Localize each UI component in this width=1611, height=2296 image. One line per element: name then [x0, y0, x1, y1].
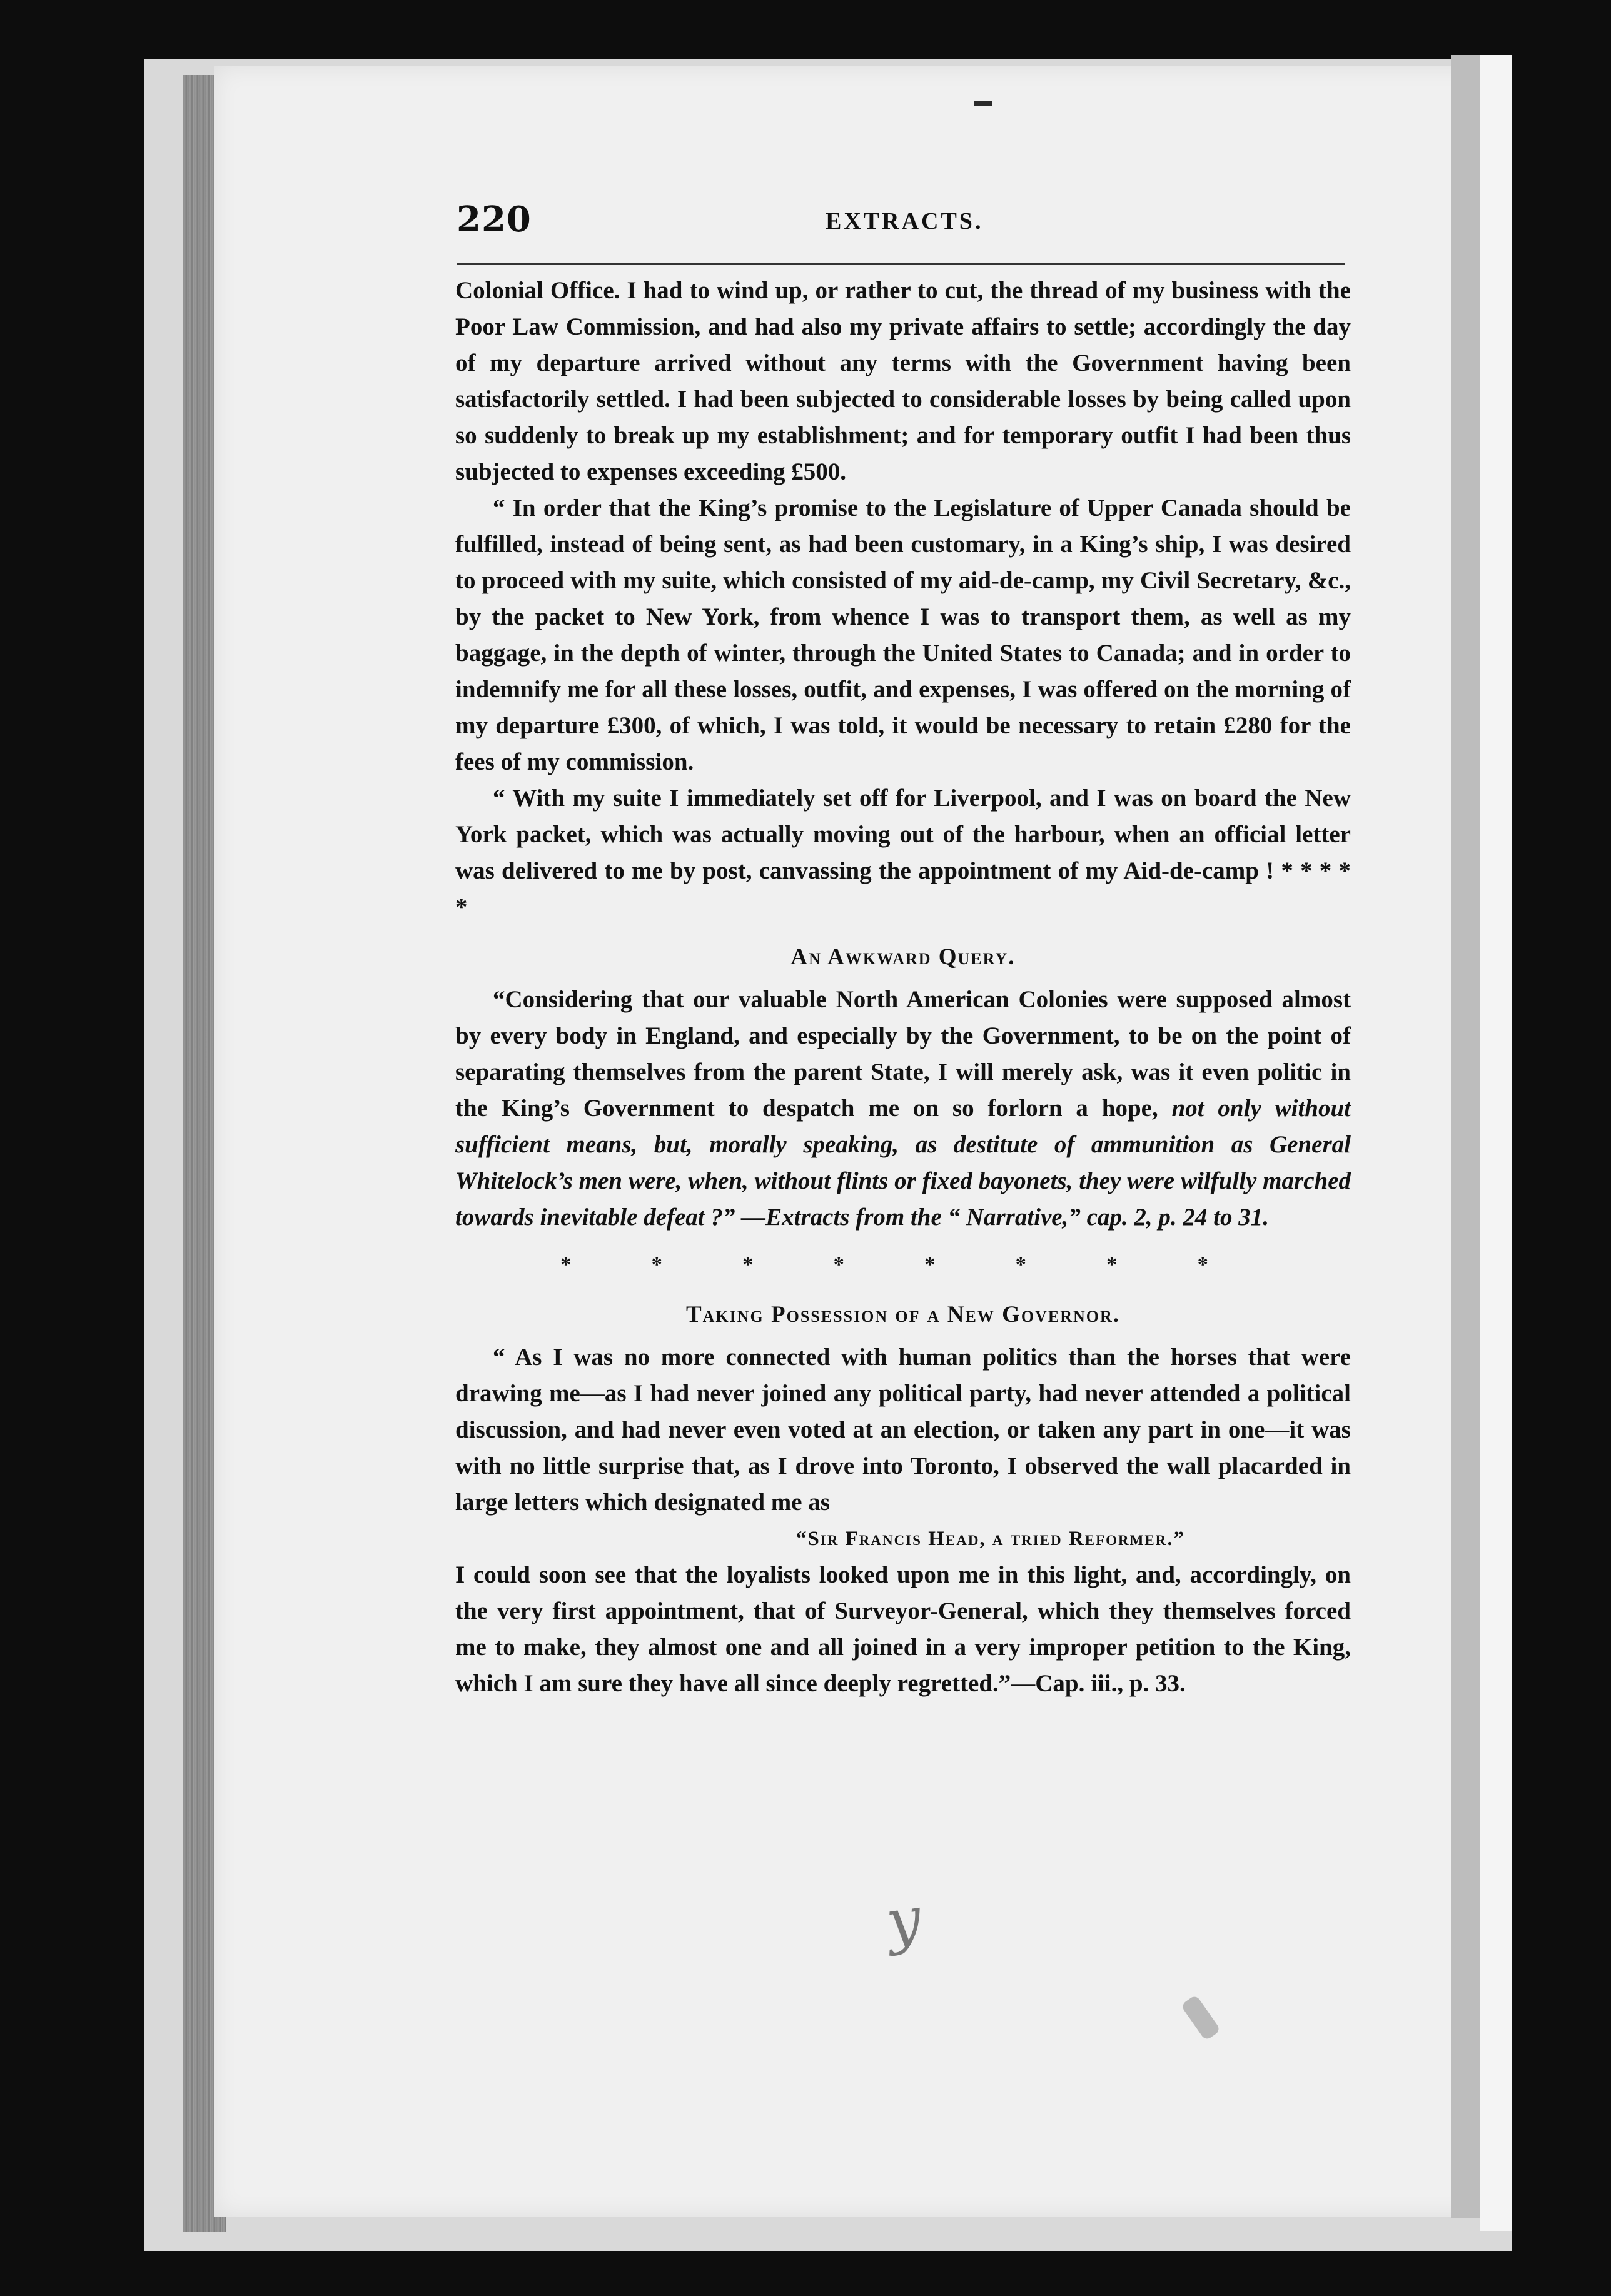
placard-quote: “Sir Francis Head, a tried Reformer.”: [795, 1528, 1186, 1550]
header-rule: [457, 263, 1345, 265]
paragraph-1: Colonial Office. I had to wind up, or rather to cut, the thread of my business with the Poor Law Commission, and had also my private affairs to settle; accordingly the day of my departure arrived without any terms with the Government having been satisfactorily settled. I had been subjected to considerable losses by being called upon so suddenly to break up my establishment; and for temporary outfit I had been thus subjected to expenses exceeding £500.: [455, 277, 1351, 485]
page-number: 220: [457, 199, 532, 240]
paragraph-4-roman: “Considering that our valuable North American Colonies were supposed almost by every body in England, and especially by the Government, to be on the point of separating themselves from the parent State, I will merely ask, was it even politic in the King’s Government to despatch me on so forlorn a hope,: [455, 986, 1351, 1122]
citation-pages: cap. 2, p. 24 to 31.: [1086, 1204, 1270, 1231]
citation-title: “ Narrative,”: [947, 1204, 1081, 1231]
scan-right-border: [1512, 0, 1611, 2296]
facing-page-sliver: [1480, 55, 1512, 2231]
page-header: [457, 199, 1345, 243]
paragraph-2: “ In order that the King’s promise to the Legislature of Upper Canada should be fulfilled, instead of being sent, as had been customary, in a King’s ship, I was desired to proceed with my suite, which consisted of my aid-de-camp, my Civil Secretary, &c., by the packet to New York, from whence I was to transport them, as well as my baggage, in the depth of winter, through the United States to Canada; and in order to indemnify me for all these losses, outfit, and expenses, I was offered on the morning of my departure £300, of which, I was told, it would be necessary to retain £280 for the fees of my commission.: [455, 495, 1351, 775]
section-divider-stars: * * * * * * * *: [560, 1253, 1246, 1276]
print-mark: [974, 101, 992, 106]
running-head: EXTRACTS.: [826, 208, 984, 234]
section-heading-awkward-query: An Awkward Query.: [790, 944, 1016, 970]
scan-bottom-border: [0, 2251, 1611, 2296]
ellipsis-stars: * * * * *: [455, 857, 1351, 920]
handwritten-mark: y: [882, 1883, 926, 1958]
page-gutter-shadow: [1451, 55, 1480, 2218]
citation-prefix: —Extracts from the: [741, 1204, 942, 1231]
paragraph-4-italic: not only without sufficient means, but, morally speaking, as destitute of ammunition as General Whitelock’s men were, when, without flints or fixed bayonets, they were wilfully marched towards inevitable defeat ?”: [455, 1095, 1351, 1231]
paragraph-3: [455, 780, 1351, 925]
paragraph-5: “ As I was no more connected with human politics than the horses that were drawing me—as I had never joined any political party, had never attended a political discussion, and had never even voted at an election, or taken any part in one—it was with no little surprise that, as I drove into Toronto, I observed the wall placarded in large letters which designated me as: [455, 1344, 1351, 1516]
page-body-text: [455, 273, 1351, 1702]
scan-left-border: [0, 0, 144, 2296]
scan-top-border: [0, 0, 1611, 59]
section-heading-taking-possession: Taking Possession of a New Governor.: [685, 1302, 1121, 1327]
paragraph-3-text: “ With my suite I immediately set off for Liverpool, and I was on board the New York packet, which was actually moving out of the harbour, when an official letter was delivered to me by post, canvassing the appointment of my Aid-de-camp !: [455, 785, 1351, 884]
paragraph-6: I could soon see that the loyalists looked upon me in this light, and, accordingly, on the very first appointment, that of Surveyor-General, which they themselves forced me to make, they almost one and all joined in a very improper petition to the King, which I am sure they have all since deeply regretted.”—Cap. iii., p. 33.: [455, 1561, 1351, 1697]
paragraph-4: [455, 982, 1351, 1236]
